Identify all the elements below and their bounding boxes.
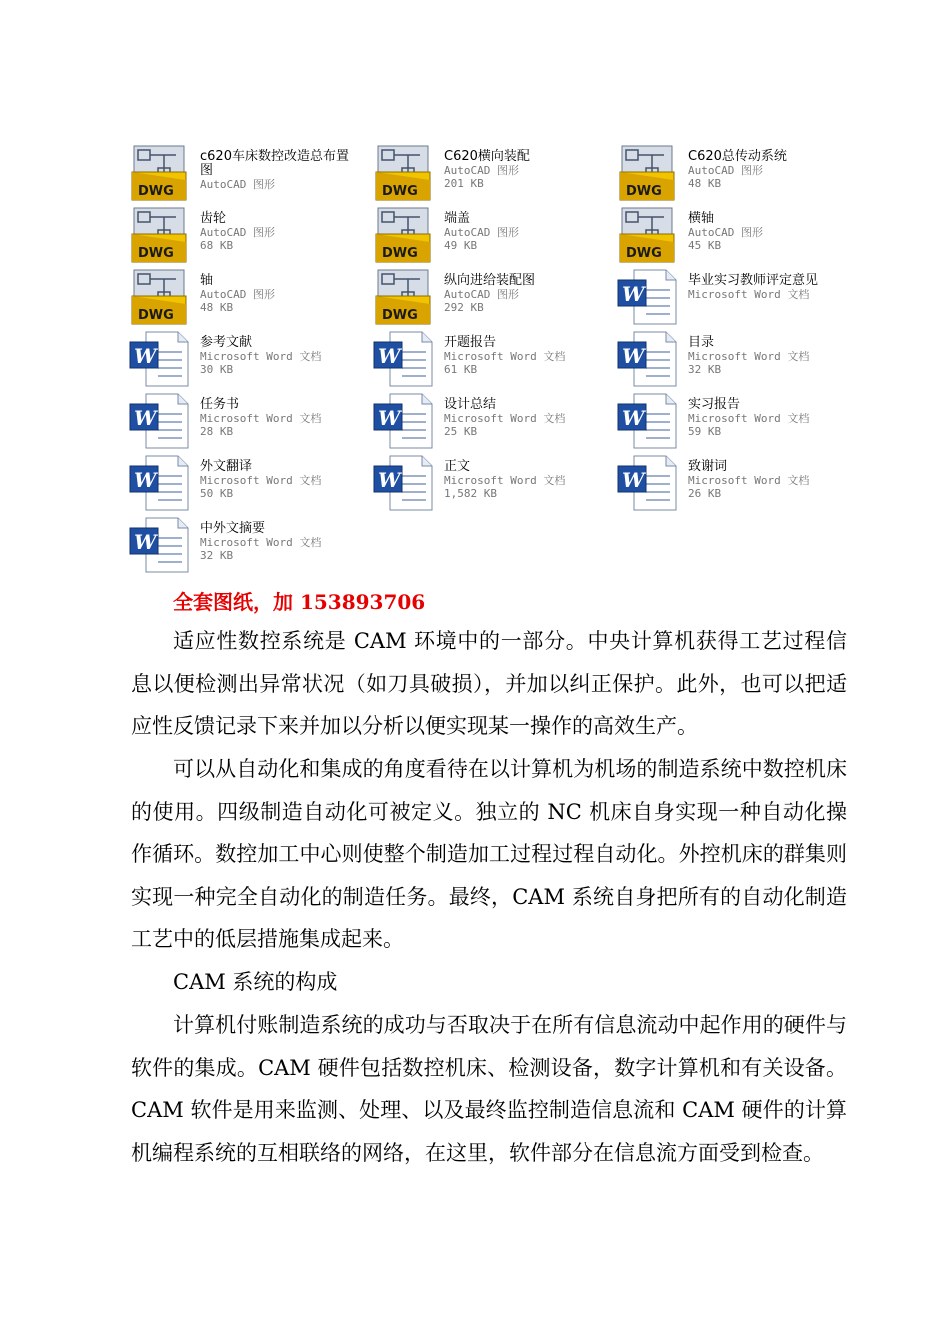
file-name: 目录 [688,335,715,350]
file-name: C620总传动系统 [688,149,787,164]
file-name: 齿轮 [200,211,227,226]
file-item[interactable] [616,204,856,264]
file-item[interactable] [128,390,368,450]
file-size: 48 KB [200,301,234,314]
file-meta [688,398,848,438]
file-type: Microsoft Word 文档 [200,474,322,487]
file-item[interactable] [128,204,368,264]
dwg-icon [128,266,190,326]
svg-text:DWG: DWG [382,308,418,323]
file-size: 26 KB [688,487,722,500]
file-item[interactable] [372,266,612,326]
file-type: AutoCAD 图形 [444,164,519,177]
word-doc-icon [616,390,678,450]
file-size: 201 KB [444,177,484,190]
file-type: AutoCAD 图形 [200,226,275,239]
dwg-icon [616,204,678,264]
svg-text:W: W [134,406,157,430]
file-size: 32 KB [200,549,234,562]
file-type: Microsoft Word 文档 [688,288,810,301]
file-size: 292 KB [444,301,484,314]
dwg-icon [372,204,434,264]
file-item[interactable] [372,204,612,264]
file-type: Microsoft Word 文档 [444,474,566,487]
word-doc-icon [372,390,434,450]
file-name: 端盖 [444,211,471,226]
word-doc-icon [372,452,434,512]
file-meta [688,212,848,252]
file-item[interactable] [128,142,368,202]
file-meta [200,336,360,376]
file-meta [200,150,360,191]
file-item[interactable] [616,266,856,326]
svg-text:W: W [378,344,401,368]
file-size: 45 KB [688,239,722,252]
file-meta [200,274,360,314]
svg-text:W: W [378,406,401,430]
svg-text:DWG: DWG [382,246,418,261]
file-type: Microsoft Word 文档 [200,350,322,363]
word-doc-icon [128,328,190,388]
file-item[interactable] [372,328,612,388]
file-name: 毕业实习教师评定意见 [688,273,819,288]
paragraph-2: 可以从自动化和集成的角度看待在以计算机为机场的制造系统中数控机床的使用。四级制造自动化可被定义。独立的 NC 机床自身实现一种自动化操作循环。数控加工中心则使整个制造加工过程过程自动化。外控机床的群集则实现一种完全自动化的制造任务。最终，CAM 系统自身把所有的自动化制造工艺中的低层措施集成起来。 [131,757,847,952]
word-doc-icon [128,452,190,512]
contact-note: 全套图纸，加 153893706 [173,590,426,614]
file-meta [200,522,360,562]
file-size: 25 KB [444,425,478,438]
svg-text:W: W [134,468,157,492]
file-name: c620车床数控改造总布置图 [200,149,349,178]
paragraph-3: 计算机付账制造系统的成功与否取决于在所有信息流动中起作用的硬件与软件的集成。CAM 硬件包括数控机床、检测设备，数字计算机和有关设备。CAM 软件是用来监测、处理、以及最终监控制造信息流和 CAM 硬件的计算机编程系统的互相联络的网络，在这里，软件部分在信息流方面受到检查。 [131,1013,847,1165]
file-meta [688,460,848,500]
file-name: 正文 [444,459,471,474]
file-type: Microsoft Word 文档 [688,412,810,425]
file-size: 59 KB [688,425,722,438]
file-item[interactable] [616,328,856,388]
file-item[interactable] [616,452,856,512]
file-item[interactable] [372,390,612,450]
svg-text:DWG: DWG [138,184,174,199]
file-type: AutoCAD 图形 [444,226,519,239]
file-name: 中外文摘要 [200,521,266,536]
file-item[interactable] [372,142,612,202]
file-size: 61 KB [444,363,478,376]
file-type: AutoCAD 图形 [200,178,275,191]
file-item[interactable] [128,452,368,512]
file-type: Microsoft Word 文档 [688,474,810,487]
file-size: 30 KB [200,363,234,376]
file-meta [688,336,848,376]
file-meta [444,212,604,252]
dwg-icon [372,266,434,326]
file-item[interactable] [616,390,856,450]
svg-text:W: W [622,406,645,430]
word-doc-icon [616,328,678,388]
svg-text:W: W [622,282,645,306]
svg-text:W: W [378,468,401,492]
file-size: 50 KB [200,487,234,500]
svg-text:DWG: DWG [626,246,662,261]
file-meta [444,336,604,376]
file-type: Microsoft Word 文档 [444,412,566,425]
file-item[interactable] [128,328,368,388]
paragraph-1: 适应性数控系统是 CAM 环境中的一部分。中央计算机获得工艺过程信息以便检测出异常状况（如刀具破损），并加以纠正保护。此外，也可以把适应性反馈记录下来并加以分析以便实现某一操作的高效生产。 [131,629,847,739]
file-item[interactable] [128,514,368,574]
dwg-icon [616,142,678,202]
file-type: AutoCAD 图形 [444,288,519,301]
dwg-icon [128,142,190,202]
dwg-icon [128,204,190,264]
file-size: 32 KB [688,363,722,376]
file-size: 68 KB [200,239,234,252]
file-meta [200,212,360,252]
file-name: 设计总结 [444,397,497,412]
word-doc-icon [372,328,434,388]
svg-text:DWG: DWG [138,308,174,323]
file-name: C620横向装配 [444,149,530,164]
file-item[interactable] [128,266,368,326]
file-name: 实习报告 [688,397,741,412]
file-size: 1,582 KB [444,487,497,500]
file-item[interactable] [616,142,856,202]
file-type: AutoCAD 图形 [688,226,763,239]
file-size: 49 KB [444,239,478,252]
file-type: AutoCAD 图形 [688,164,763,177]
file-size: 28 KB [200,425,234,438]
file-type: Microsoft Word 文档 [200,412,322,425]
word-doc-icon [616,452,678,512]
file-name: 参考文献 [200,335,253,350]
section-heading: CAM 系统的构成 [173,970,338,994]
svg-text:W: W [134,530,157,554]
svg-text:DWG: DWG [626,184,662,199]
file-size: 48 KB [688,177,722,190]
file-type: AutoCAD 图形 [200,288,275,301]
svg-text:W: W [622,468,645,492]
file-meta [688,274,848,301]
file-meta [444,398,604,438]
file-name: 轴 [200,273,214,288]
file-name: 开题报告 [444,335,497,350]
file-type: Microsoft Word 文档 [200,536,322,549]
svg-text:DWG: DWG [138,246,174,261]
file-name: 致谢词 [688,459,728,474]
file-type: Microsoft Word 文档 [688,350,810,363]
svg-text:W: W [622,344,645,368]
word-doc-icon [128,390,190,450]
word-doc-icon [128,514,190,574]
svg-text:DWG: DWG [382,184,418,199]
file-meta [444,274,604,314]
file-meta [200,398,360,438]
file-name: 任务书 [200,397,240,412]
svg-text:W: W [134,344,157,368]
file-meta [688,150,848,190]
file-meta [444,460,604,500]
file-item[interactable] [372,452,612,512]
file-type: Microsoft Word 文档 [444,350,566,363]
dwg-icon [372,142,434,202]
file-meta [200,460,360,500]
file-meta [444,150,604,190]
file-name: 纵向进给装配图 [444,273,536,288]
word-doc-icon [616,266,678,326]
file-name: 外文翻译 [200,459,253,474]
file-name: 横轴 [688,211,715,226]
